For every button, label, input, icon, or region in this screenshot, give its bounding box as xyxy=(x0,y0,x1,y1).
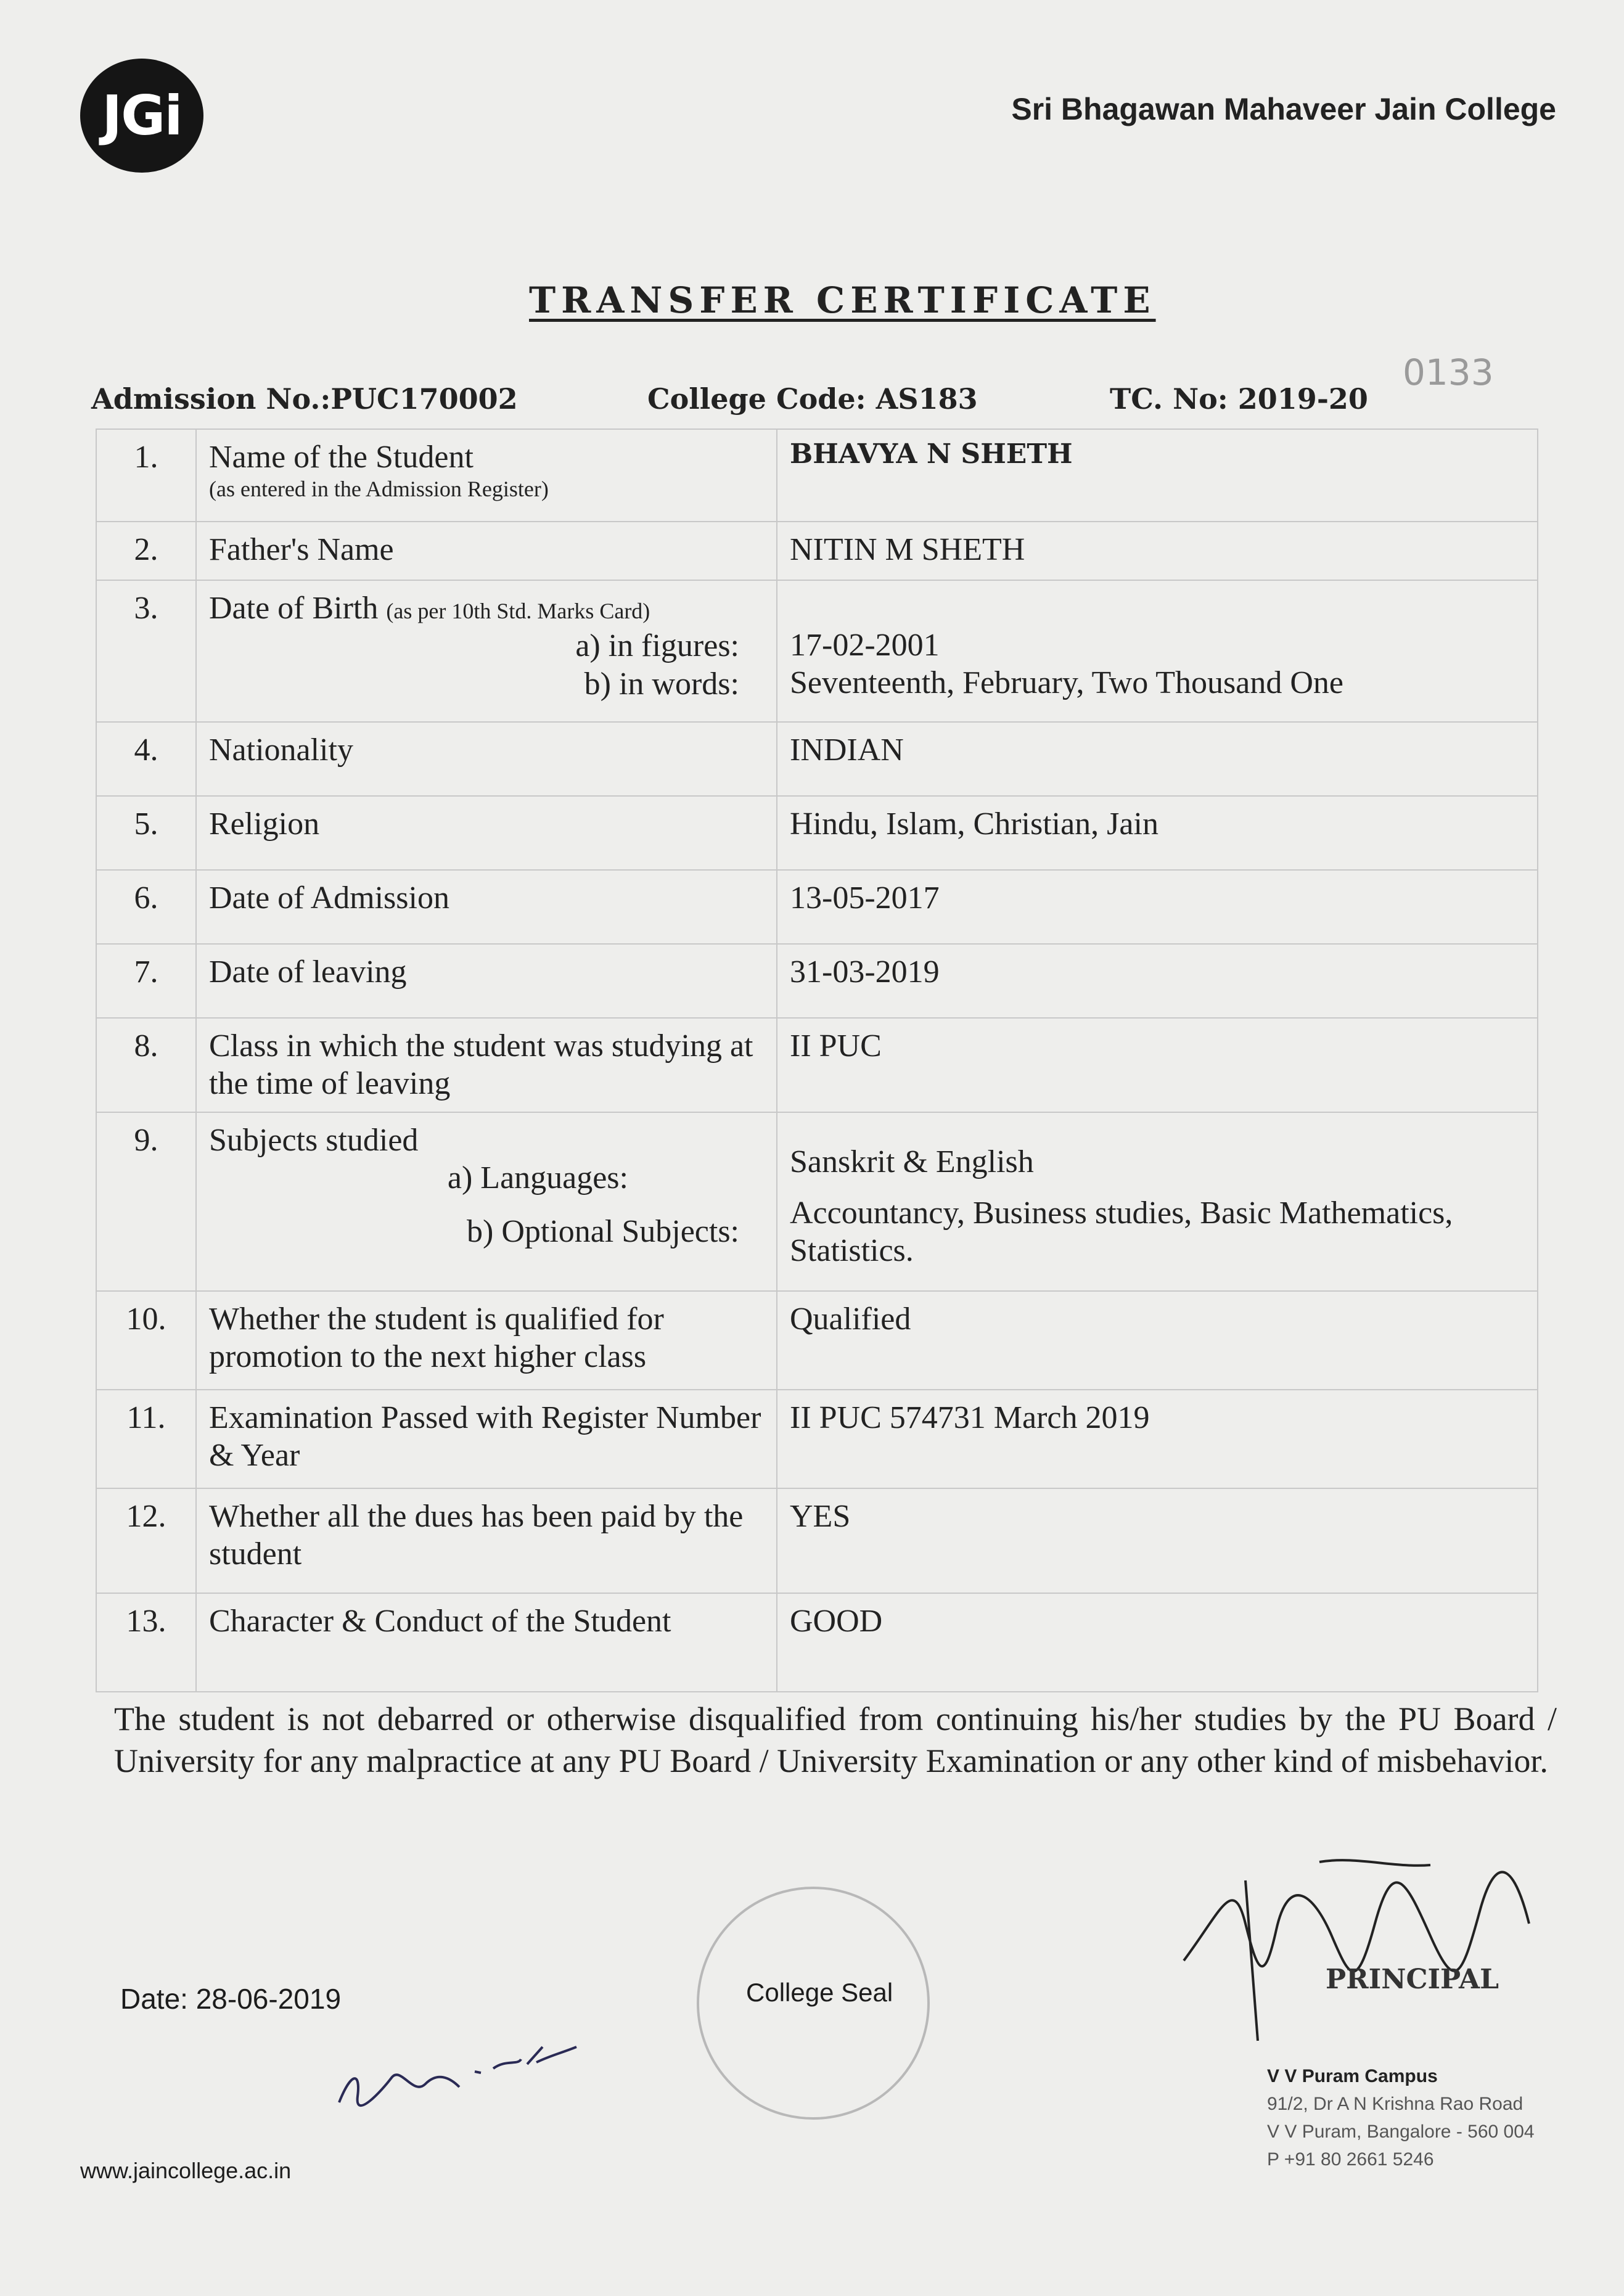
tc-number: TC. No: 2019-20 xyxy=(1110,382,1368,416)
row-label: Date of leaving xyxy=(196,944,777,1018)
sub-label-a: a) Languages: xyxy=(447,1160,628,1196)
row-label-note: (as per 10th Std. Marks Card) xyxy=(386,599,650,623)
row-number: 10. xyxy=(96,1291,196,1390)
row-value: Qualified xyxy=(777,1291,1538,1390)
row-label: Whether the student is qualified for promotion to the next higher class xyxy=(196,1291,777,1390)
row-value: YES xyxy=(777,1488,1538,1593)
row-value-b: Accountancy, Business studies, Basic Mathematics, Statistics. xyxy=(790,1195,1453,1269)
college-code: College Code: AS183 xyxy=(647,382,978,416)
row-number: 5. xyxy=(96,796,196,870)
row-label: Date of Admission xyxy=(196,870,777,944)
row-value: 31-03-2019 xyxy=(777,944,1538,1018)
row-label: Nationality xyxy=(196,722,777,796)
row-number: 6. xyxy=(96,870,196,944)
row-number: 13. xyxy=(96,1593,196,1692)
row-value-a: 17-02-2001 xyxy=(790,628,940,663)
row-label-note: (as entered in the Admission Register) xyxy=(209,477,549,502)
sub-label-b: b) Optional Subjects: xyxy=(467,1214,739,1250)
certificate-table xyxy=(96,428,1538,1692)
document-title: TRANSFER CERTIFICATE xyxy=(529,279,1156,321)
row-number: 2. xyxy=(96,522,196,580)
row-value-a: Sanskrit & English xyxy=(790,1144,1034,1179)
college-logo: JGi xyxy=(80,59,203,173)
row-label: Religion xyxy=(196,796,777,870)
row-number: 12. xyxy=(96,1488,196,1593)
college-seal-label: College Seal xyxy=(746,1978,893,2007)
row-number: 8. xyxy=(96,1018,196,1112)
table-row xyxy=(96,1112,1538,1291)
row-value-b: Seventeenth, February, Two Thousand One xyxy=(790,665,1343,701)
row-number: 9. xyxy=(96,1112,196,1291)
table-row xyxy=(96,580,1538,722)
row-number: 11. xyxy=(96,1390,196,1488)
row-number: 4. xyxy=(96,722,196,796)
campus-address-line: V V Puram, Bangalore - 560 004 xyxy=(1267,2122,1535,2142)
table-row xyxy=(96,1018,1538,1112)
college-name: Sri Bhagawan Mahaveer Jain College xyxy=(1011,92,1556,126)
table-row xyxy=(96,429,1538,522)
row-label: Whether all the dues has been paid by the student xyxy=(196,1488,777,1593)
table-row xyxy=(96,1291,1538,1390)
table-row xyxy=(96,944,1538,1018)
row-number: 7. xyxy=(96,944,196,1018)
row-value: II PUC xyxy=(777,1018,1538,1112)
admission-number: Admission No.:PUC170002 xyxy=(91,382,518,416)
row-value: NITIN M SHETH xyxy=(777,522,1538,580)
row-value: Hindu, Islam, Christian, Jain xyxy=(777,796,1538,870)
row-number: 1. xyxy=(96,429,196,522)
row-label: Subjects studied xyxy=(209,1122,419,1158)
row-label: Father's Name xyxy=(196,522,777,580)
campus-phone: P +91 80 2661 5246 xyxy=(1267,2149,1434,2170)
table-row xyxy=(96,1593,1538,1692)
website-link[interactable]: www.jaincollege.ac.in xyxy=(80,2158,292,2183)
row-label: Character & Conduct of the Student xyxy=(196,1593,777,1692)
row-number: 3. xyxy=(96,580,196,722)
row-value: BHAVYA N SHETH xyxy=(777,429,1538,522)
row-value: INDIAN xyxy=(777,722,1538,796)
table-row xyxy=(96,722,1538,796)
row-label: Examination Passed with Register Number & Year xyxy=(196,1390,777,1488)
sub-label-b: b) in words: xyxy=(584,666,739,702)
principal-label: PRINCIPAL xyxy=(1326,1964,1499,1995)
row-label: Class in which the student was studying at the time of leaving xyxy=(196,1018,777,1112)
table-row xyxy=(96,870,1538,944)
table-row xyxy=(96,1488,1538,1593)
sub-label-a: a) in figures: xyxy=(575,628,739,664)
serial-number: 0133 xyxy=(1403,351,1494,393)
campus-name: V V Puram Campus xyxy=(1267,2066,1438,2086)
row-value: II PUC 574731 March 2019 xyxy=(777,1390,1538,1488)
row-label: Date of Birth xyxy=(209,591,379,626)
row-value: GOOD xyxy=(777,1593,1538,1692)
table-row xyxy=(96,796,1538,870)
campus-address-line: 91/2, Dr A N Krishna Rao Road xyxy=(1267,2094,1524,2114)
table-row xyxy=(96,522,1538,580)
campus-address xyxy=(1267,2062,1535,2173)
table-row xyxy=(96,1390,1538,1488)
principal-signature xyxy=(1171,1837,1541,2047)
issue-date: Date: 28-06-2019 xyxy=(120,1983,342,2015)
row-label: Name of the Student xyxy=(209,440,474,475)
row-value: 13-05-2017 xyxy=(777,870,1538,944)
declaration-statement: The student is not debarred or otherwise disqualified from continuing his/her studies by the PU Board / University for any malpractice at any PU Board / University Examination or any other kind of misbehavior. xyxy=(114,1700,1557,1779)
student-signature xyxy=(333,2035,592,2115)
